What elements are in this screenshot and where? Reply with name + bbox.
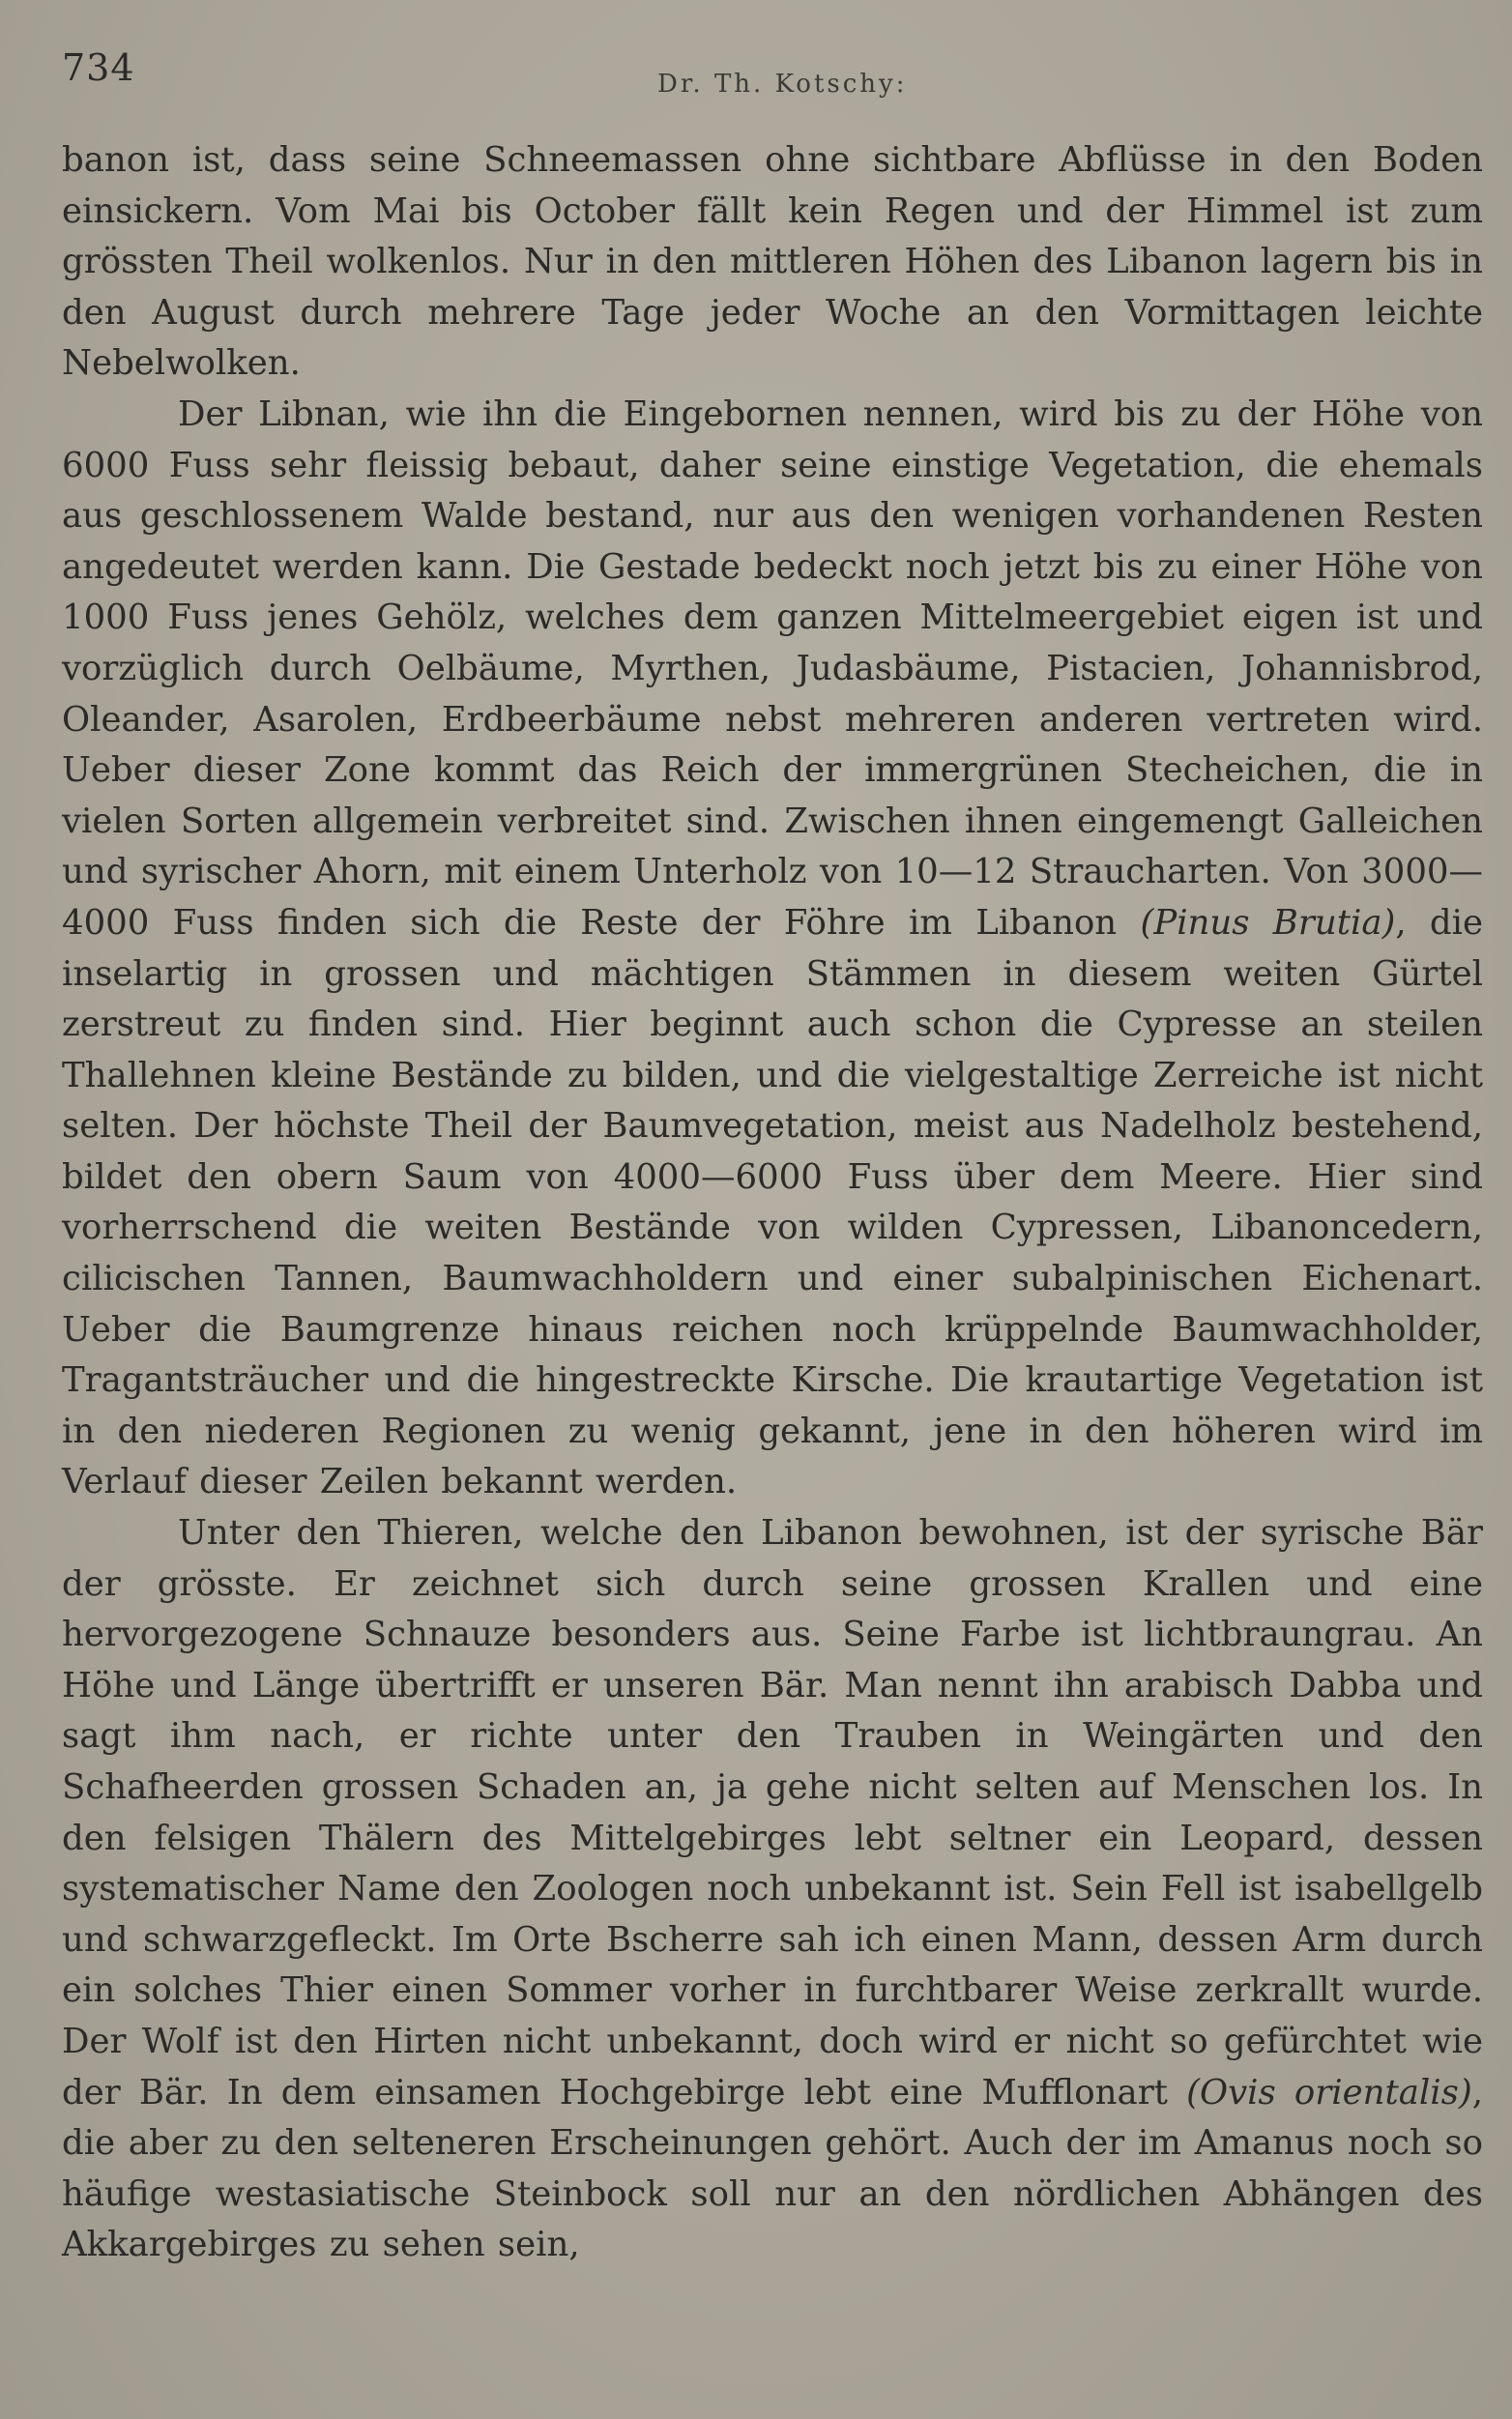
- paragraph: [62, 1508, 1483, 2271]
- italic-text: (Ovis orientalis): [1186, 2072, 1472, 2113]
- text-run: , die aber zu den selteneren Erscheinungen gehört. Auch der im Amanus noch so häufige westasiatische Steinbock soll nur an den nördlichen Abhängen des Akkargebirges zu sehen sein,: [62, 2072, 1484, 2265]
- text-run: , die inselartig in grossen und mächtigen Stämmen in diesem weiten Gürtel zerstreut zu finden sind. Hier beginnt auch schon die Cypresse an steilen Thallehnen kleine Bestände zu bilden, und die vielgestaltige Zerreiche ist nicht selten. Der höchste Theil der Baumvegetation, meist aus Nadelholz bestehend, bildet den obern Saum von 4000—6000 Fuss über dem Meere. Hier sind vorherrschend die weiten Bestände von wilden Cypressen, Libanoncedern, cilicischen Tannen, Baumwachholdern und einer subalpinischen Eichenart. Ueber die Baumgrenze hinaus reichen noch krüppelnde Baumwachholder, Tragantsträucher und die hingestreckte Kirsche. Die krautartige Vegetation ist in den niederen Regionen zu wenig gekannt, jene in den höheren wird im Verlauf dieser Zeilen bekannt werden.: [62, 902, 1484, 1502]
- paragraph: [62, 390, 1483, 1508]
- text-run: banon ist, dass seine Schneemassen ohne sichtbare Abflüsse in den Boden einsickern. Vom Mai bis October fällt kein Regen und der Himmel ist zum grössten Theil wolkenlos. Nur in den mittleren Höhen des Libanon lagern bis in den August durch mehrere Tage jeder Woche an den Vormittagen leichte Nebelwolken.: [62, 140, 1483, 384]
- italic-text: (Pinus Brutia): [1140, 902, 1396, 943]
- text-run: Der Libnan, wie ihn die Eingebornen nennen, wird bis zu der Höhe von 6000 Fuss sehr fleissig bebaut, daher seine einstige Vegetation, die ehemals aus geschlossenem Walde bestand, nur aus den wenigen vorhandenen Resten angedeutet werden kann. Die Gestade bedeckt noch jetzt bis zu einer Höhe von 1000 Fuss jenes Gehölz, welches dem ganzen Mittelmeergebiet eigen ist und vorzüglich durch Oelbäume, Myrthen, Judasbäume, Pistacien, Johannisbrod, Oleander, Asarolen, Erdbeerbäume nebst mehreren anderen vertreten wird. Ueber dieser Zone kommt das Reich der immergrünen Stecheichen, die in vielen Sorten allgemein verbreitet sind. Zwischen ihnen eingemengt Galleichen und syrischer Ahorn, mit einem Unterholz von 10—12 Straucharten. Von 3000—4000 Fuss finden sich die Reste der Föhre im Libanon: [62, 393, 1483, 943]
- page-number: 734: [62, 46, 135, 89]
- text-run: Unter den Thieren, welche den Libanon bewohnen, ist der syrische Bär der grösste. Er zeichnet sich durch seine grossen Krallen und eine hervorgezogene Schnauze besonders aus. Seine Farbe ist lichtbraungrau. An Höhe und Länge übertrifft er unseren Bär. Man nennt ihn arabisch Dabba und sagt ihm nach, er richte unter den Trauben in Weingärten und den Schafheerden grossen Schaden an, ja gehe nicht selten auf Menschen los. In den felsigen Thälern des Mittelgebirges lebt seltner ein Leopard, dessen systematischer Name den Zoologen noch unbekannt ist. Sein Fell ist isabellgelb und schwarzgefleckt. Im Orte Bscherre sah ich einen Mann, dessen Arm durch ein solches Thier einen Sommer vorher in furchtbarer Weise zerkrallt wurde. Der Wolf ist den Hirten nicht unbekannt, doch wird er nicht so gefürchtet wie der Bär. In dem einsamen Hochgebirge lebt eine Mufflonart: [62, 1513, 1483, 2113]
- running-head: Dr. Th. Kotschy:: [657, 70, 908, 99]
- body-text: [62, 135, 1483, 2271]
- page-header: [62, 46, 1473, 104]
- paragraph: [62, 135, 1483, 390]
